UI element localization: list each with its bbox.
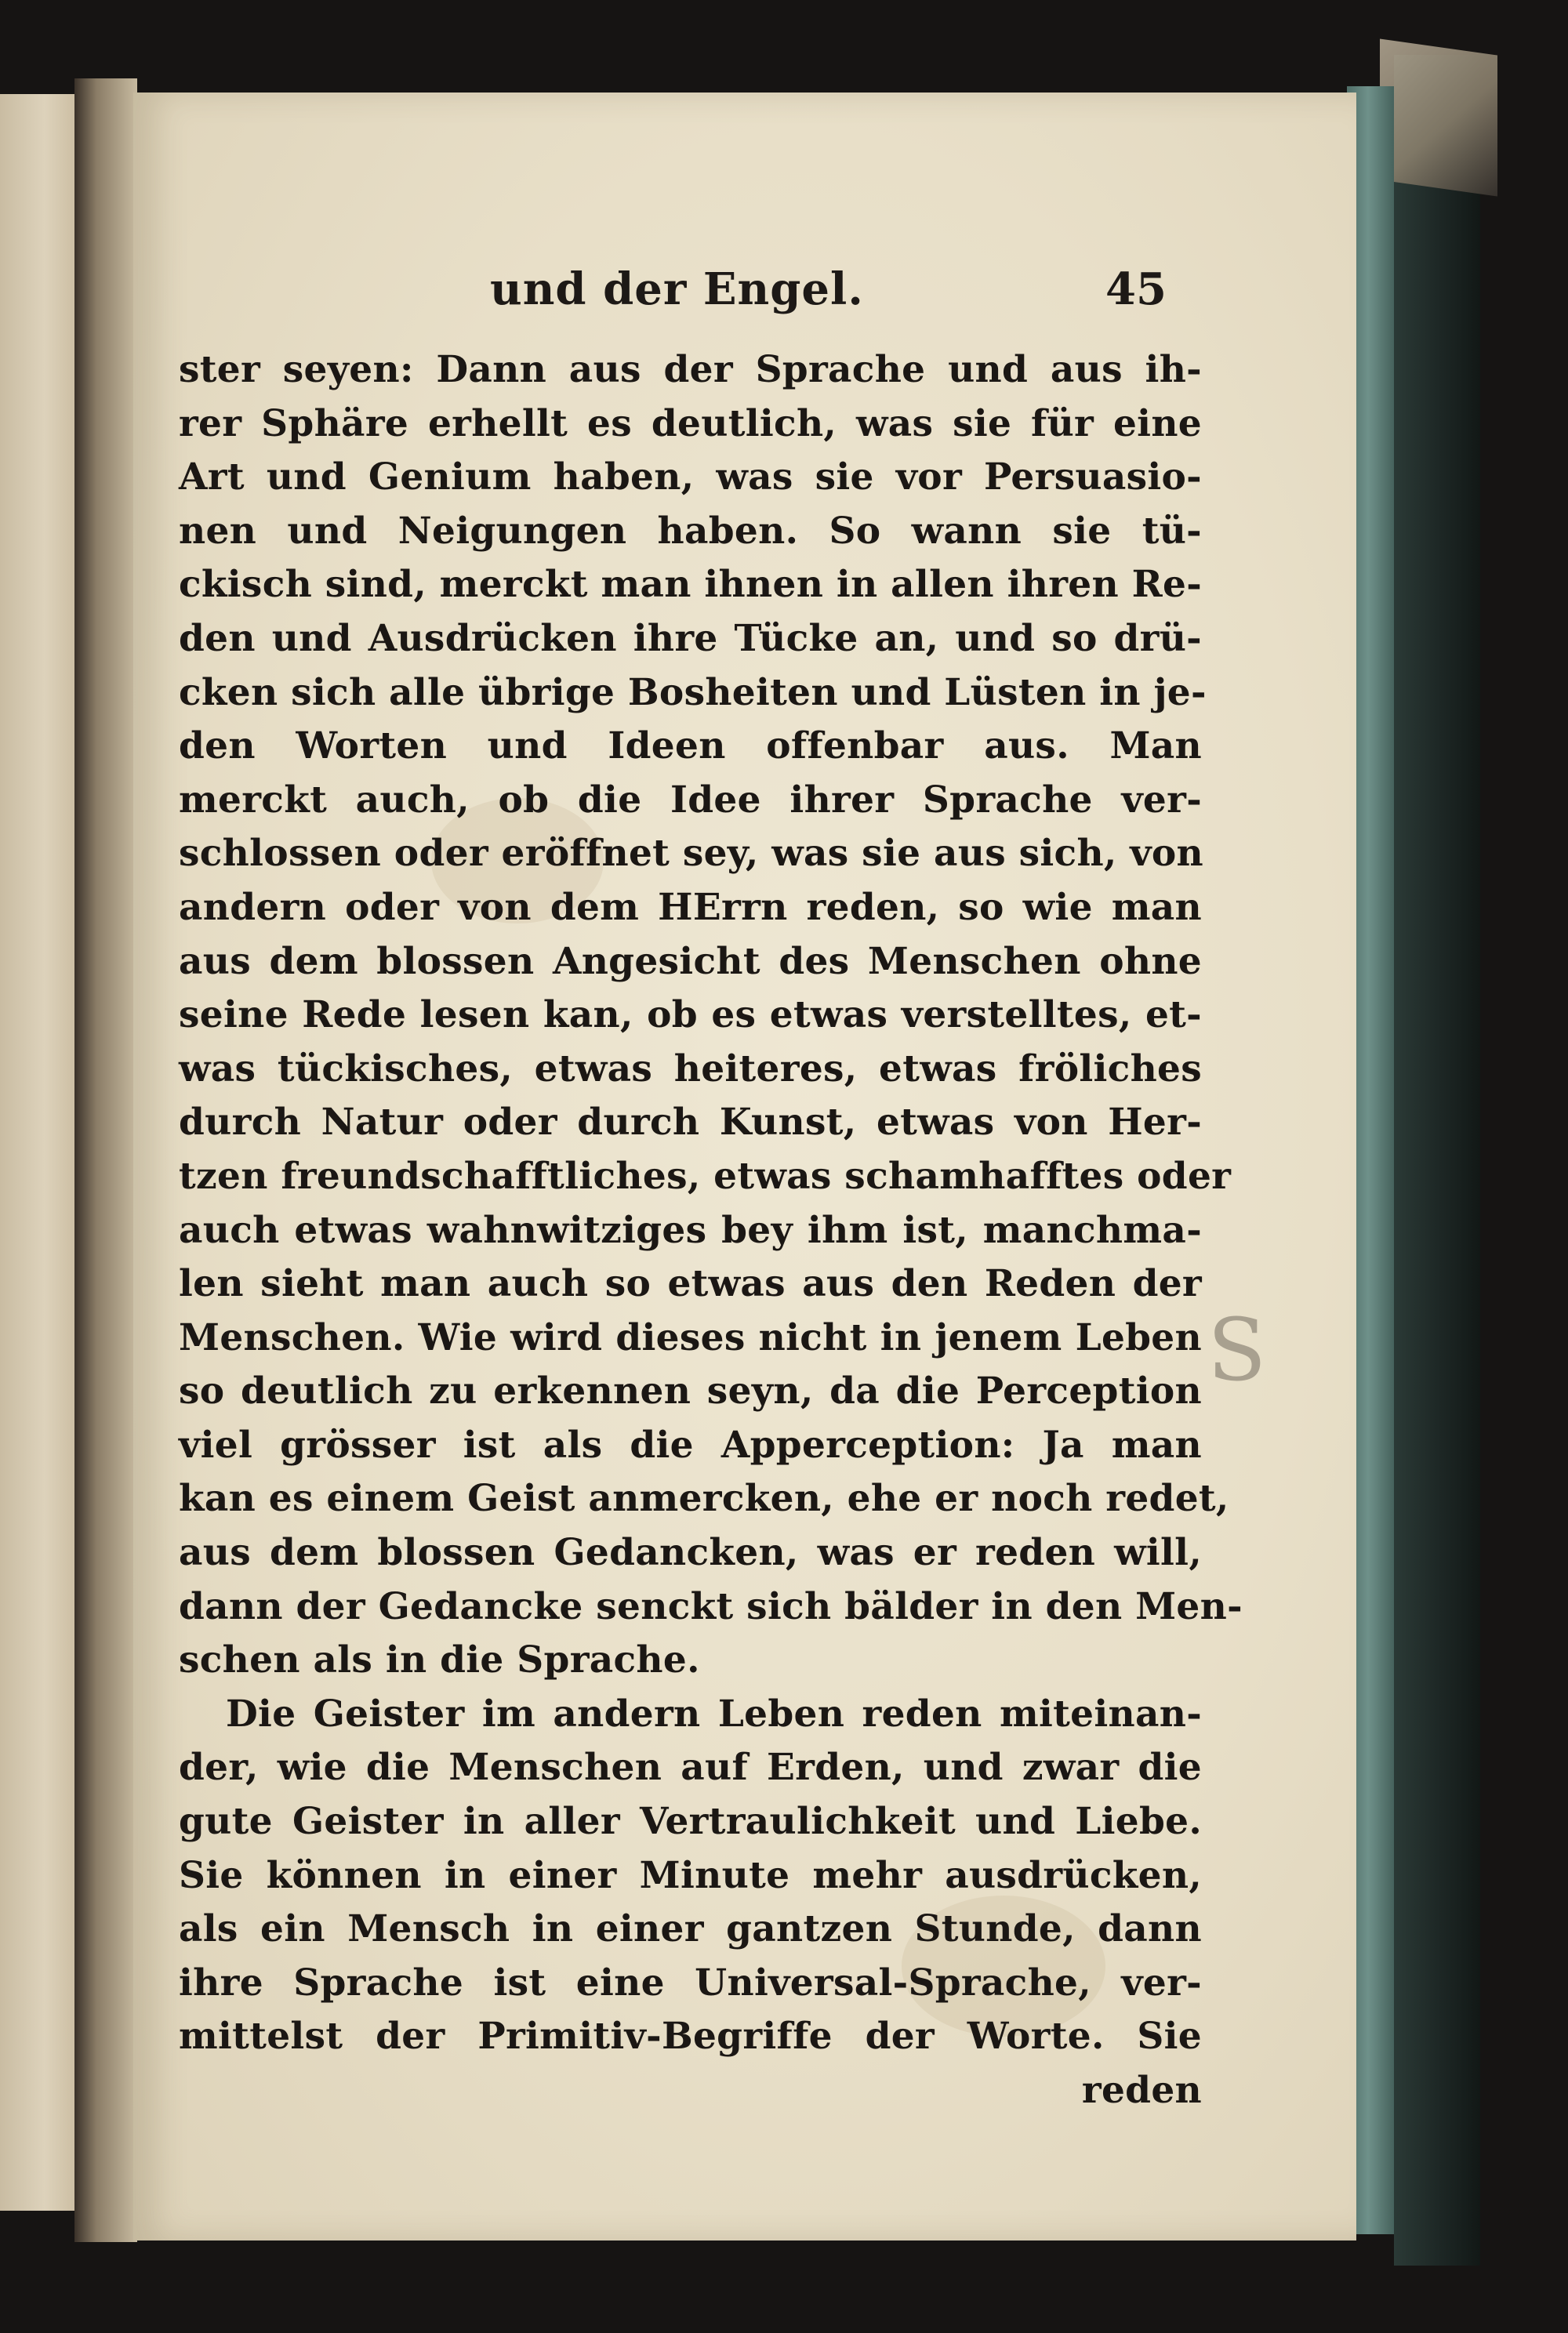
text-line: viel grösser ist als die Apperception: Ja man [179, 1423, 1202, 1467]
page-number: 45 [1105, 263, 1167, 315]
text-line: nen und Neigungen haben. So wann sie tü- [179, 509, 1202, 553]
book-page [133, 93, 1356, 2240]
text-line: aus dem blossen Angesicht des Menschen ohne [179, 939, 1202, 983]
text-line: schlossen oder eröffnet sey, was sie aus sich, von [179, 832, 1203, 876]
text-line: len sieht man auch so etwas aus den Reden der [179, 1262, 1202, 1306]
text-line: seine Rede lesen kan, ob es etwas verstelltes, et- [179, 993, 1202, 1037]
text-line: rer Sphäre erhellt es deutlich, was sie für eine [179, 401, 1202, 445]
text-line: so deutlich zu erkennen seyn, da die Perception [179, 1370, 1202, 1413]
text-line: kan es einem Geist anmercken, ehe er noch redet, [179, 1477, 1229, 1521]
text-line: ckisch sind, merckt man ihnen in allen ihren Re- [179, 563, 1202, 607]
text-line: den und Ausdrücken ihre Tücke an, und so drü- [179, 616, 1202, 660]
text-line: aus dem blossen Gedancken, was er reden will, [179, 1531, 1202, 1575]
catchword: reden [1081, 2069, 1202, 2112]
text-line: dann der Gedancke senckt sich bälder in den Men- [179, 1584, 1243, 1628]
text-line: durch Natur oder durch Kunst, etwas von Her- [179, 1101, 1202, 1145]
left-page-edge [0, 94, 74, 2211]
paragraph-start-line: Die Geister im andern Leben reden miteinan- [226, 1692, 1202, 1736]
text-line: tzen freundschafftliches, etwas schamhafftes oder [179, 1154, 1232, 1198]
text-line: mittelst der Primitiv-Begriffe der Worte. Sie [179, 2015, 1202, 2059]
running-head [133, 263, 1356, 334]
text-line: was tückisches, etwas heiteres, etwas fröliches [179, 1047, 1202, 1090]
text-line: ihre Sprache ist eine Universal-Sprache, ver- [179, 1961, 1202, 2005]
text-line: gute Geister in aller Vertraulichkeit und Liebe. [179, 1800, 1202, 1844]
text-line: als ein Mensch in einer gantzen Stunde, dann [179, 1907, 1202, 1951]
worn-cover-corner [1380, 38, 1497, 196]
text-line: den Worten und Ideen offenbar aus. Man [179, 724, 1202, 768]
text-line: cken sich alle übrige Bosheiten und Lüsten in je- [179, 670, 1207, 714]
running-title: und der Engel. [490, 263, 864, 315]
body-text [179, 343, 1243, 2118]
text-line: Sie können in einer Minute mehr ausdrücken, [179, 1853, 1202, 1897]
text-line: ster seyen: Dann aus der Sprache und aus ih- [179, 348, 1202, 391]
text-line: auch etwas wahnwitziges bey ihm ist, manchma- [179, 1208, 1202, 1252]
book-gutter [74, 78, 137, 2242]
text-line: Menschen. Wie wird dieses nicht in jenem Leben [179, 1315, 1202, 1359]
text-line: der, wie die Menschen auf Erden, und zwar die [179, 1746, 1202, 1790]
paragraph-end-line: schen als in die Sprache. [179, 1638, 700, 1682]
book-cover-edge [1394, 55, 1480, 2266]
text-line: andern oder von dem HErrn reden, so wie man [179, 885, 1202, 929]
text-line: Art und Genium haben, was sie vor Persuasio- [179, 455, 1202, 499]
pencil-margin-mark: S [1207, 1300, 1267, 1400]
text-line: merckt auch, ob die Idee ihrer Sprache ver- [179, 778, 1202, 822]
